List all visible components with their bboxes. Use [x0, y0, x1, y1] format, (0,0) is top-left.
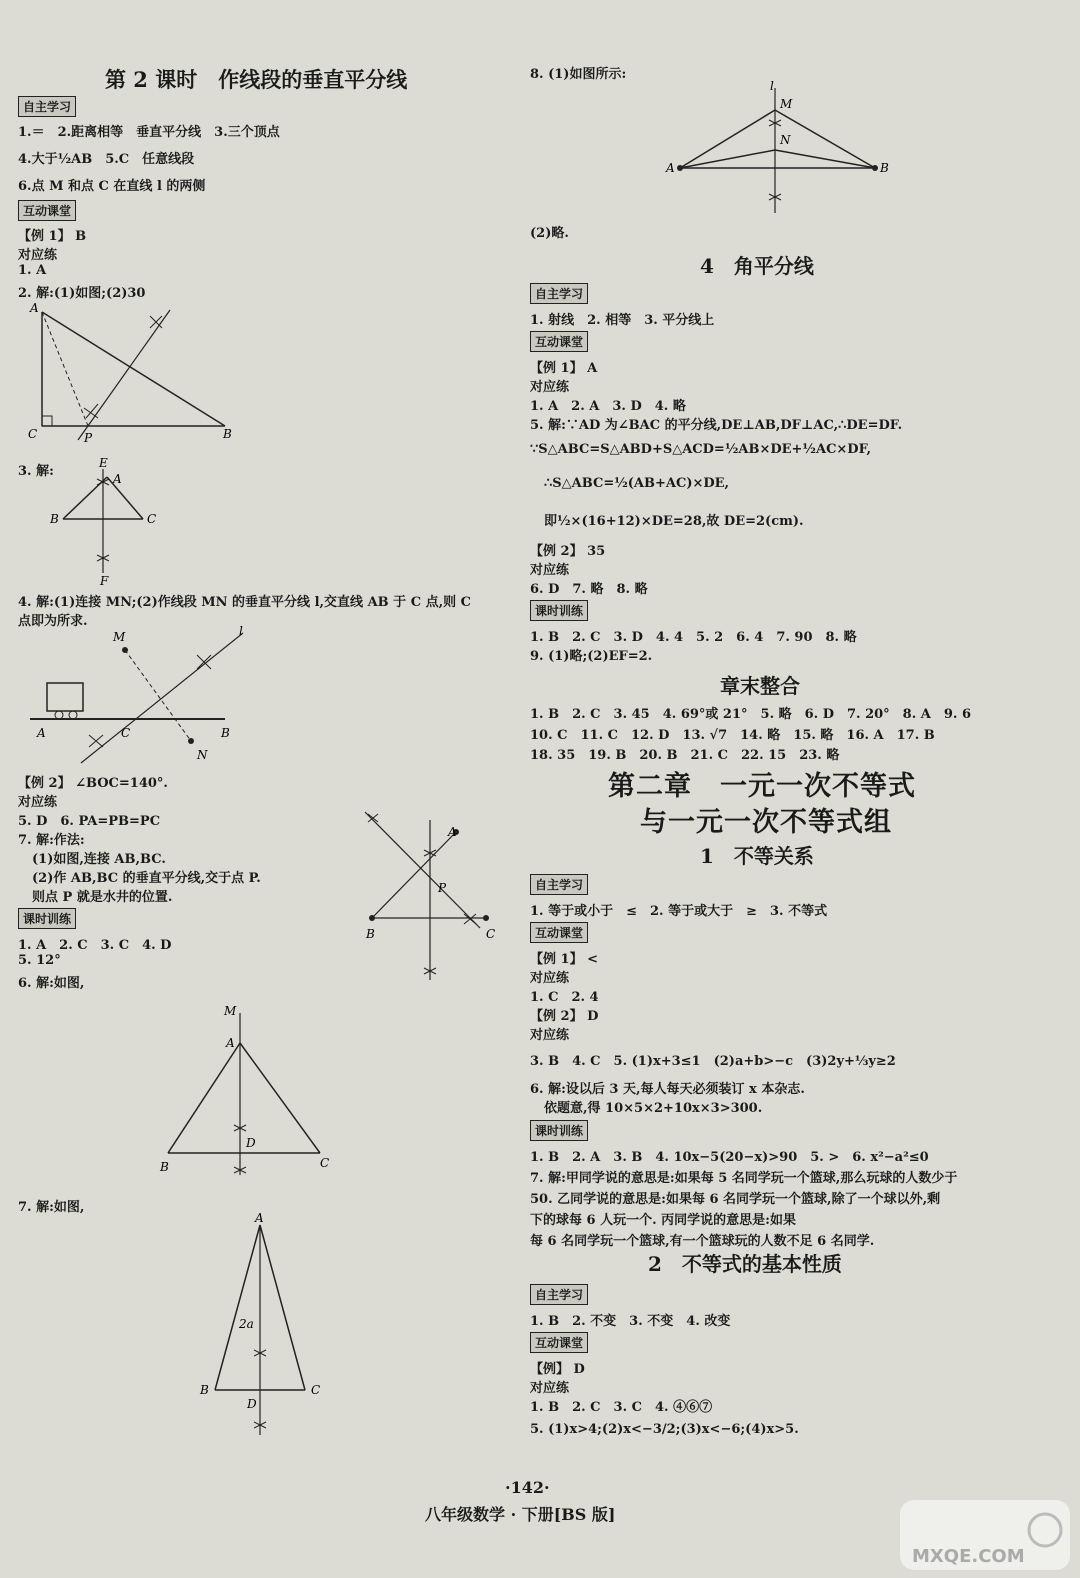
- answer-line: 1. B 2. A 3. B 4. 10x−5(20−x)>90 5. > 6. x²−a²≤0: [530, 1150, 929, 1165]
- answer-label: 对应练: [530, 1381, 570, 1396]
- answer-line: 2. 解:(1)如图;(2)30: [18, 286, 146, 301]
- section-title: 2 不等式的基本性质: [648, 1252, 842, 1276]
- svg-text:MXQE.COM: MXQE.COM: [912, 1546, 1025, 1567]
- figure-well-position: [25, 625, 265, 770]
- answer-line: 8. (1)如图所示:: [530, 67, 627, 82]
- figure-label: C: [311, 1383, 321, 1397]
- section-tag: 互动课堂: [18, 200, 76, 221]
- answer-line: 4. 解:(1)连接 MN;(2)作线段 MN 的垂直平分线 l,交直线 AB 于 C 点,则 C: [18, 595, 471, 610]
- answer-line: 每 6 名同学玩一个篮球,有一个篮球玩的人数不足 6 名同学.: [530, 1234, 875, 1249]
- section-tag: 互动课堂: [530, 331, 588, 352]
- section-tag: 自主学习: [18, 96, 76, 117]
- answer-line: 6. D 7. 略 8. 略: [530, 582, 648, 597]
- section-tag: 自主学习: [530, 874, 588, 895]
- answer-line: ∵S△ABC=S△ABD+S△ACD=½AB×DE+½AC×DF,: [530, 442, 872, 457]
- answer-line: 4.大于½AB 5.C 任意线段: [18, 152, 195, 167]
- section-title: 章末整合: [720, 674, 800, 698]
- figure-label: A: [30, 301, 39, 315]
- answer-line: 18. 35 19. B 20. B 21. C 22. 15 23. 略: [530, 748, 840, 763]
- section-tag: 自主学习: [530, 283, 588, 304]
- figure-label: N: [780, 133, 791, 147]
- figure-isosceles-triangle: [150, 995, 340, 1180]
- figure-perpendicular-bisectors: [350, 800, 510, 985]
- figure-label: l: [239, 625, 243, 638]
- answer-label: 对应练: [530, 380, 570, 395]
- answer-label: 对应练: [18, 248, 58, 263]
- figure-label: F: [100, 574, 109, 588]
- answer-line: 5. (1)x>4;(2)x<−3/2;(3)x<−6;(4)x>5.: [530, 1422, 799, 1437]
- figure-label: M: [780, 97, 793, 111]
- answer-line: 5. 解:∵AD 为∠BAC 的平分线,DE⊥AB,DF⊥AC,∴DE=DF.: [530, 418, 903, 433]
- figure-label: l: [770, 79, 774, 93]
- watermark-logo: [900, 1500, 1070, 1570]
- section-tag: 课时训练: [18, 908, 76, 929]
- answer-line: ∴S△ABC=½(AB+AC)×DE,: [544, 476, 730, 491]
- answer-line: 6.点 M 和点 C 在直线 l 的两侧: [18, 179, 206, 194]
- answer-line: 1. C 2. 4: [530, 990, 599, 1005]
- section-title: 1 不等关系: [700, 844, 814, 868]
- figure-label: D: [247, 1397, 257, 1411]
- figure-label: D: [246, 1136, 256, 1150]
- section-tag: 课时训练: [530, 600, 588, 621]
- answer-line: 5. 12°: [18, 953, 61, 968]
- figure-label: M: [113, 630, 126, 644]
- answer-line: 点即为所求.: [18, 614, 88, 629]
- page-number: ·142·: [505, 1478, 550, 1497]
- answer-line: 1. B 2. C 3. D 4. 4 5. 2 6. 4 7. 90 8. 略: [530, 630, 857, 645]
- answer-line: 1.＝ 2.距离相等 垂直平分线 3.三个顶点: [18, 125, 280, 140]
- figure-label: A: [226, 1036, 235, 1050]
- answer-line: 1. A 2. A 3. D 4. 略: [530, 399, 686, 414]
- figure-right-triangle: [20, 300, 250, 450]
- figure-label: C: [121, 726, 131, 740]
- figure-label: B: [880, 161, 889, 175]
- answer-line: 则点 P 就是水井的位置.: [32, 890, 173, 905]
- figure-label: N: [197, 748, 208, 762]
- section-tag: 互动课堂: [530, 922, 588, 943]
- figure-label: B: [50, 512, 59, 526]
- book-title: 八年级数学 · 下册[BS 版]: [425, 1505, 616, 1524]
- answer-line: 7. 解:甲同学说的意思是:如果每 5 名同学玩一个篮球,那么玩球的人数少于: [530, 1171, 958, 1186]
- answer-line: 【例 1】 A: [530, 361, 598, 376]
- answer-line: 依题意,得 10×5×2+10x×3>300.: [544, 1101, 763, 1116]
- section-tag: 互动课堂: [530, 1332, 588, 1353]
- figure-label: B: [160, 1160, 169, 1174]
- answer-line: 1. B 2. C 3. 45 4. 69°或 21° 5. 略 6. D 7. 20° 8. A 9. 6: [530, 707, 972, 722]
- answer-line: 【例 1】 <: [530, 952, 598, 967]
- section-title: 第 2 课时 作线段的垂直平分线: [105, 67, 408, 92]
- answer-line: (1)如图,连接 AB,BC.: [32, 852, 166, 867]
- figure-label: B: [200, 1383, 209, 1397]
- answer-line: 【例 2】 35: [530, 544, 606, 559]
- figure-label: E: [99, 456, 108, 470]
- answer-line: 下的球每 6 人玩一个. 丙同学说的意思是:如果: [530, 1213, 796, 1228]
- figure-label: M: [224, 1004, 237, 1018]
- answer-line: 3. B 4. C 5. (1)x+3≤1 (2)a+b>−c (3)2y+⅓y≥2: [530, 1054, 896, 1069]
- answer-label: 对应练: [530, 971, 570, 986]
- figure-label: C: [320, 1156, 330, 1170]
- answer-line: 1. A: [18, 263, 47, 278]
- answer-line: (2)作 AB,BC 的垂直平分线,交于点 P.: [32, 871, 261, 886]
- figure-label: P: [438, 881, 447, 895]
- answer-label: 对应练: [530, 563, 570, 578]
- answer-line: (2)略.: [530, 226, 569, 241]
- answer-line: 6. 解:设以后 3 天,每人每天必须装订 x 本杂志.: [530, 1082, 805, 1097]
- figure-kite: [660, 78, 900, 218]
- answer-line: 1. A 2. C 3. C 4. D: [18, 938, 172, 953]
- answer-line: 【例 2】 D: [530, 1009, 599, 1024]
- figure-label: A: [666, 161, 675, 175]
- answer-label: 对应练: [530, 1028, 570, 1043]
- answer-line: 5. D 6. PA=PB=PC: [18, 814, 161, 829]
- figure-label: A: [113, 472, 122, 486]
- figure-label: C: [28, 427, 38, 441]
- answer-line: 即½×(16+12)×DE=28,故 DE=2(cm).: [544, 514, 804, 529]
- figure-label: C: [486, 927, 496, 941]
- answer-line: 1. B 2. C 3. C 4. ④⑥⑦: [530, 1400, 713, 1415]
- figure-label: C: [147, 512, 157, 526]
- figure-label: A: [255, 1211, 264, 1225]
- figure-label: B: [223, 427, 232, 441]
- answer-line: 3. 解:: [18, 464, 54, 479]
- section-tag: 自主学习: [530, 1284, 588, 1305]
- figure-label: B: [221, 726, 230, 740]
- answer-line: 1. 等于或小于 ≤ 2. 等于或大于 ≥ 3. 不等式: [530, 904, 828, 919]
- answer-line: 7. 解:如图,: [18, 1200, 85, 1215]
- figure-label: A: [37, 726, 46, 740]
- answer-line: 1. 射线 2. 相等 3. 平分线上: [530, 313, 715, 328]
- figure-tall-triangle: [195, 1210, 335, 1445]
- answer-line: 【例 1】 B: [18, 229, 87, 244]
- figure-label: A: [448, 825, 457, 839]
- chapter-title: 与一元一次不等式组: [640, 807, 892, 838]
- answer-line: 9. (1)略;(2)EF=2.: [530, 649, 653, 664]
- chapter-title: 第二章 一元一次不等式: [608, 771, 916, 802]
- answer-line: 7. 解:作法:: [18, 833, 85, 848]
- figure-label: B: [366, 927, 375, 941]
- answer-line: 50. 乙同学说的意思是:如果每 6 名同学玩一个篮球,除了一个球以外,剩: [530, 1192, 941, 1207]
- section-tag: 课时训练: [530, 1120, 588, 1141]
- answer-line: 6. 解:如图,: [18, 976, 85, 991]
- answer-line: 1. B 2. 不变 3. 不变 4. 改变: [530, 1314, 731, 1329]
- figure-label: 2a: [239, 1317, 254, 1331]
- answer-line: 【例】 D: [530, 1362, 585, 1377]
- figure-bisector-triangle: [45, 455, 175, 590]
- section-title: 4 角平分线: [700, 254, 814, 278]
- answer-line: 10. C 11. C 12. D 13. √7 14. 略 15. 略 16. A 17. B: [530, 728, 935, 743]
- answer-line: 【例 2】 ∠BOC=140°.: [18, 776, 168, 791]
- answer-label: 对应练: [18, 795, 58, 810]
- figure-label: P: [84, 431, 93, 445]
